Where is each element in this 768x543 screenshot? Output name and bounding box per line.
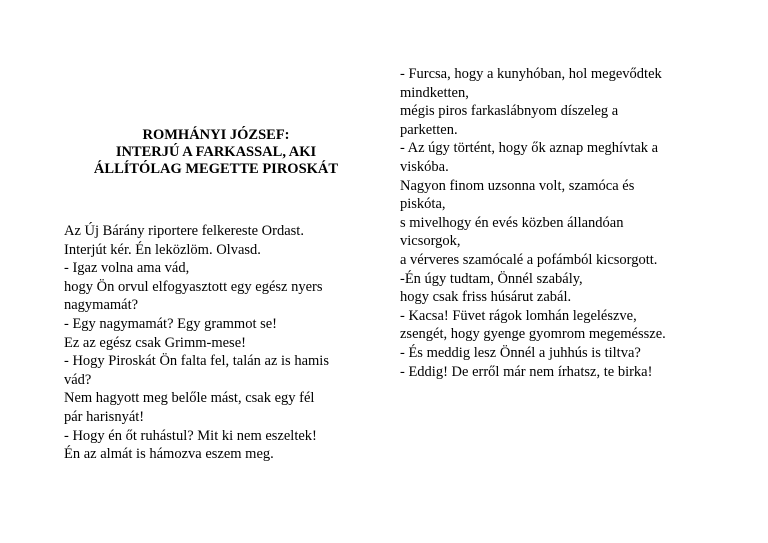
poem-line: Az Új Bárány riportere felkereste Ordast. (64, 223, 304, 239)
poem-line: Interjút kér. Én leközlöm. Olvasd. (64, 241, 261, 258)
poem-line: hogy Ön orvul elfogyasztott egy egész nyers (64, 278, 323, 295)
title-line: ÁLLÍTÓLAG MEGETTE PIROSKÁT (93, 161, 339, 177)
poem-line: - És meddig lesz Önnél a juhhús is tiltva? (400, 344, 641, 361)
poem-line: - Igaz volna ama vád, (64, 260, 190, 277)
poem-line: piskóta, (400, 196, 446, 213)
poem-line: - Egy nagymamát? Egy grammot se! (64, 315, 278, 332)
poem-line: viskóba. (400, 158, 449, 175)
poem-line: a vérveres szamócalé a pofámból kicsorgott. (400, 251, 658, 268)
poem-line: - Hogy Piroskát Ön falta fel, talán az is hamis (64, 353, 329, 370)
poem-line: vád? (64, 371, 92, 388)
poem-line: Nem hagyott meg belőle mást, csak egy fél (64, 390, 315, 407)
poem-line: zsengét, hogy gyenge gyomrom megeméssze. (400, 326, 666, 343)
title-line: INTERJÚ A FARKASSAL, AKI (115, 144, 317, 160)
poem-right-column (400, 65, 730, 381)
poem-line: pár harisnyát! (64, 408, 145, 425)
poem-line: - Az úgy történt, hogy ők aznap meghívtak a (400, 140, 659, 157)
poem-line: - Eddig! De erről már nem írhatsz, te birka! (400, 363, 653, 380)
poem-left-column (64, 222, 374, 464)
poem-line: nagymamát? (64, 297, 139, 314)
poem-line: - Hogy én őt ruhástul? Mit ki nem eszeltek! (64, 427, 317, 444)
poem-line: - Kacsa! Füvet rágok lomhán legelészve, (400, 307, 637, 324)
poem-line: Én az almát is hámozva eszem meg. (64, 446, 274, 463)
poem-line: vicsorgok, (400, 233, 461, 250)
poem-line: hogy csak friss húsárut zabál. (400, 289, 572, 306)
poem-line: s mivelhogy én evés közben állandóan (400, 214, 624, 231)
poem-line: Ez az egész csak Grimm-mese! (64, 334, 246, 351)
poem-line: parketten. (400, 121, 458, 138)
poem-line: -Én úgy tudtam, Önnél szabály, (400, 270, 583, 287)
poem-line: mégis piros farkaslábnyom díszeleg a (400, 103, 619, 120)
poem-line: Nagyon finom uzsonna volt, szamóca és (400, 177, 635, 194)
poem-line: mindketten, (400, 84, 469, 101)
poem-line: - Furcsa, hogy a kunyhóban, hol megevődtek (400, 66, 662, 82)
poem-title (62, 127, 370, 178)
title-line-author: ROMHÁNYI JÓZSEF: (142, 127, 290, 143)
